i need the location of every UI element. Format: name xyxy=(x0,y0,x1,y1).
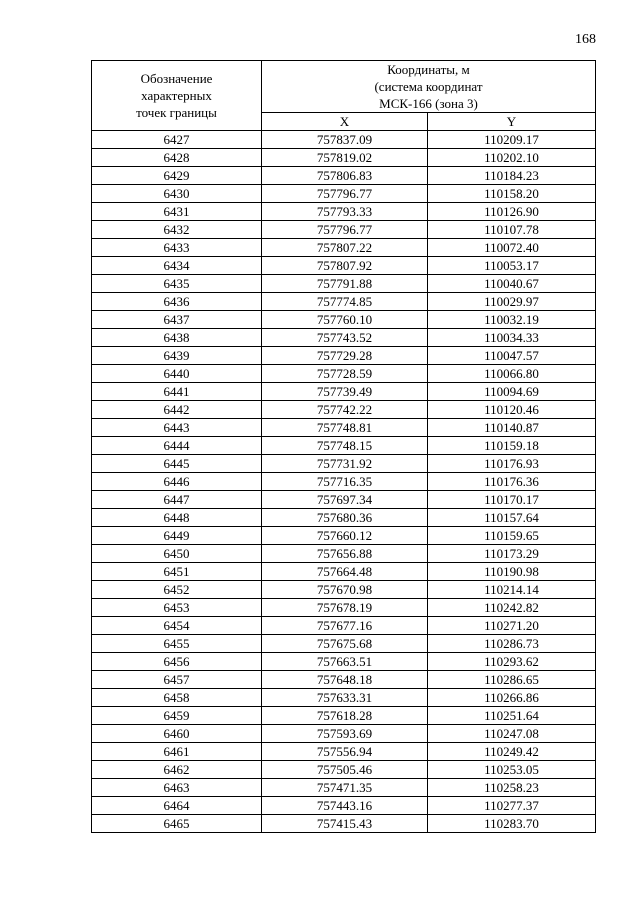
y-cell: 110266.86 xyxy=(428,689,596,707)
y-cell: 110176.36 xyxy=(428,473,596,491)
x-cell: 757660.12 xyxy=(262,527,428,545)
table-row xyxy=(92,131,596,149)
x-cell: 757760.10 xyxy=(262,311,428,329)
table-row xyxy=(92,257,596,275)
x-cell: 757680.36 xyxy=(262,509,428,527)
table-row xyxy=(92,347,596,365)
y-cell: 110286.65 xyxy=(428,671,596,689)
header-point-name xyxy=(92,61,262,131)
table-row xyxy=(92,635,596,653)
point-name-cell: 6454 xyxy=(92,617,262,635)
x-cell: 757697.34 xyxy=(262,491,428,509)
table-row xyxy=(92,527,596,545)
x-cell: 757415.43 xyxy=(262,815,428,833)
point-name-cell: 6445 xyxy=(92,455,262,473)
x-cell: 757593.69 xyxy=(262,725,428,743)
table-row xyxy=(92,455,596,473)
x-cell: 757837.09 xyxy=(262,131,428,149)
table-row xyxy=(92,509,596,527)
point-name-cell: 6463 xyxy=(92,779,262,797)
point-name-cell: 6448 xyxy=(92,509,262,527)
y-cell: 110158.20 xyxy=(428,185,596,203)
table-row xyxy=(92,671,596,689)
point-name-cell: 6444 xyxy=(92,437,262,455)
table-row xyxy=(92,275,596,293)
table-row xyxy=(92,401,596,419)
y-cell: 110286.73 xyxy=(428,635,596,653)
table-row xyxy=(92,725,596,743)
table-row xyxy=(92,545,596,563)
y-cell: 110126.90 xyxy=(428,203,596,221)
x-cell: 757670.98 xyxy=(262,581,428,599)
x-cell: 757633.31 xyxy=(262,689,428,707)
x-cell: 757748.81 xyxy=(262,419,428,437)
header-point-name-line: характерных xyxy=(141,88,212,103)
table-row xyxy=(92,383,596,401)
point-name-cell: 6450 xyxy=(92,545,262,563)
y-cell: 110249.42 xyxy=(428,743,596,761)
x-cell: 757743.52 xyxy=(262,329,428,347)
point-name-cell: 6435 xyxy=(92,275,262,293)
table-row xyxy=(92,365,596,383)
point-name-cell: 6427 xyxy=(92,131,262,149)
table-row xyxy=(92,185,596,203)
point-name-cell: 6437 xyxy=(92,311,262,329)
table-row xyxy=(92,311,596,329)
header-coordinates-line: (система координат xyxy=(374,79,483,94)
coordinates-table xyxy=(91,60,596,833)
header-coordinates-line: Координаты, м xyxy=(387,62,470,77)
y-cell: 110066.80 xyxy=(428,365,596,383)
y-cell: 110120.46 xyxy=(428,401,596,419)
table-row xyxy=(92,581,596,599)
y-cell: 110107.78 xyxy=(428,221,596,239)
x-cell: 757819.02 xyxy=(262,149,428,167)
point-name-cell: 6462 xyxy=(92,761,262,779)
point-name-cell: 6431 xyxy=(92,203,262,221)
point-name-cell: 6456 xyxy=(92,653,262,671)
point-name-cell: 6453 xyxy=(92,599,262,617)
table-row xyxy=(92,689,596,707)
table-row xyxy=(92,239,596,257)
x-cell: 757556.94 xyxy=(262,743,428,761)
point-name-cell: 6451 xyxy=(92,563,262,581)
point-name-cell: 6457 xyxy=(92,671,262,689)
point-name-cell: 6436 xyxy=(92,293,262,311)
y-cell: 110047.57 xyxy=(428,347,596,365)
table-row xyxy=(92,815,596,833)
y-cell: 110040.67 xyxy=(428,275,596,293)
y-cell: 110159.18 xyxy=(428,437,596,455)
y-cell: 110034.33 xyxy=(428,329,596,347)
point-name-cell: 6458 xyxy=(92,689,262,707)
table-row xyxy=(92,167,596,185)
table-row xyxy=(92,707,596,725)
x-cell: 757675.68 xyxy=(262,635,428,653)
point-name-cell: 6461 xyxy=(92,743,262,761)
x-cell: 757664.48 xyxy=(262,563,428,581)
y-cell: 110190.98 xyxy=(428,563,596,581)
point-name-cell: 6434 xyxy=(92,257,262,275)
table-row xyxy=(92,779,596,797)
table-row xyxy=(92,149,596,167)
x-cell: 757656.88 xyxy=(262,545,428,563)
point-name-cell: 6429 xyxy=(92,167,262,185)
x-cell: 757739.49 xyxy=(262,383,428,401)
table-row xyxy=(92,221,596,239)
table-row xyxy=(92,419,596,437)
y-cell: 110072.40 xyxy=(428,239,596,257)
y-cell: 110271.20 xyxy=(428,617,596,635)
header-coordinates xyxy=(262,61,596,113)
y-cell: 110176.93 xyxy=(428,455,596,473)
y-cell: 110184.23 xyxy=(428,167,596,185)
point-name-cell: 6449 xyxy=(92,527,262,545)
x-cell: 757793.33 xyxy=(262,203,428,221)
x-cell: 757742.22 xyxy=(262,401,428,419)
y-cell: 110053.17 xyxy=(428,257,596,275)
table-row xyxy=(92,563,596,581)
table-row xyxy=(92,473,596,491)
y-cell: 110253.05 xyxy=(428,761,596,779)
point-name-cell: 6455 xyxy=(92,635,262,653)
x-cell: 757728.59 xyxy=(262,365,428,383)
x-cell: 757443.16 xyxy=(262,797,428,815)
y-cell: 110209.17 xyxy=(428,131,596,149)
table-row xyxy=(92,761,596,779)
table-row xyxy=(92,797,596,815)
table-row xyxy=(92,599,596,617)
table-row xyxy=(92,203,596,221)
point-name-cell: 6460 xyxy=(92,725,262,743)
point-name-cell: 6432 xyxy=(92,221,262,239)
x-cell: 757791.88 xyxy=(262,275,428,293)
table-row xyxy=(92,491,596,509)
x-cell: 757505.46 xyxy=(262,761,428,779)
y-cell: 110032.19 xyxy=(428,311,596,329)
point-name-cell: 6433 xyxy=(92,239,262,257)
point-name-cell: 6452 xyxy=(92,581,262,599)
x-cell: 757796.77 xyxy=(262,221,428,239)
point-name-cell: 6428 xyxy=(92,149,262,167)
y-cell: 110094.69 xyxy=(428,383,596,401)
header-y: Y xyxy=(428,113,596,131)
header-point-name-line: Обозначение xyxy=(140,71,213,86)
point-name-cell: 6459 xyxy=(92,707,262,725)
x-cell: 757796.77 xyxy=(262,185,428,203)
y-cell: 110214.14 xyxy=(428,581,596,599)
x-cell: 757806.83 xyxy=(262,167,428,185)
point-name-cell: 6442 xyxy=(92,401,262,419)
y-cell: 110247.08 xyxy=(428,725,596,743)
table-row xyxy=(92,329,596,347)
table-row xyxy=(92,293,596,311)
y-cell: 110242.82 xyxy=(428,599,596,617)
y-cell: 110173.29 xyxy=(428,545,596,563)
y-cell: 110293.62 xyxy=(428,653,596,671)
table-body xyxy=(92,131,596,833)
header-coordinates-line: МСК-166 (зона 3) xyxy=(379,96,478,111)
x-cell: 757677.16 xyxy=(262,617,428,635)
x-cell: 757678.19 xyxy=(262,599,428,617)
table-row xyxy=(92,743,596,761)
x-cell: 757731.92 xyxy=(262,455,428,473)
y-cell: 110202.10 xyxy=(428,149,596,167)
point-name-cell: 6440 xyxy=(92,365,262,383)
x-cell: 757618.28 xyxy=(262,707,428,725)
point-name-cell: 6465 xyxy=(92,815,262,833)
y-cell: 110140.87 xyxy=(428,419,596,437)
y-cell: 110251.64 xyxy=(428,707,596,725)
point-name-cell: 6447 xyxy=(92,491,262,509)
header-x: X xyxy=(262,113,428,131)
table-row xyxy=(92,653,596,671)
point-name-cell: 6464 xyxy=(92,797,262,815)
x-cell: 757471.35 xyxy=(262,779,428,797)
x-cell: 757716.35 xyxy=(262,473,428,491)
y-cell: 110170.17 xyxy=(428,491,596,509)
point-name-cell: 6430 xyxy=(92,185,262,203)
y-cell: 110029.97 xyxy=(428,293,596,311)
point-name-cell: 6441 xyxy=(92,383,262,401)
point-name-cell: 6439 xyxy=(92,347,262,365)
x-cell: 757648.18 xyxy=(262,671,428,689)
point-name-cell: 6438 xyxy=(92,329,262,347)
point-name-cell: 6446 xyxy=(92,473,262,491)
table-row xyxy=(92,617,596,635)
y-cell: 110159.65 xyxy=(428,527,596,545)
x-cell: 757807.22 xyxy=(262,239,428,257)
point-name-cell: 6443 xyxy=(92,419,262,437)
x-cell: 757748.15 xyxy=(262,437,428,455)
x-cell: 757807.92 xyxy=(262,257,428,275)
y-cell: 110258.23 xyxy=(428,779,596,797)
header-point-name-line: точек границы xyxy=(136,105,217,120)
x-cell: 757729.28 xyxy=(262,347,428,365)
y-cell: 110277.37 xyxy=(428,797,596,815)
y-cell: 110283.70 xyxy=(428,815,596,833)
page-number: 168 xyxy=(575,32,596,47)
x-cell: 757774.85 xyxy=(262,293,428,311)
x-cell: 757663.51 xyxy=(262,653,428,671)
table-header xyxy=(92,61,596,131)
table-row xyxy=(92,437,596,455)
y-cell: 110157.64 xyxy=(428,509,596,527)
